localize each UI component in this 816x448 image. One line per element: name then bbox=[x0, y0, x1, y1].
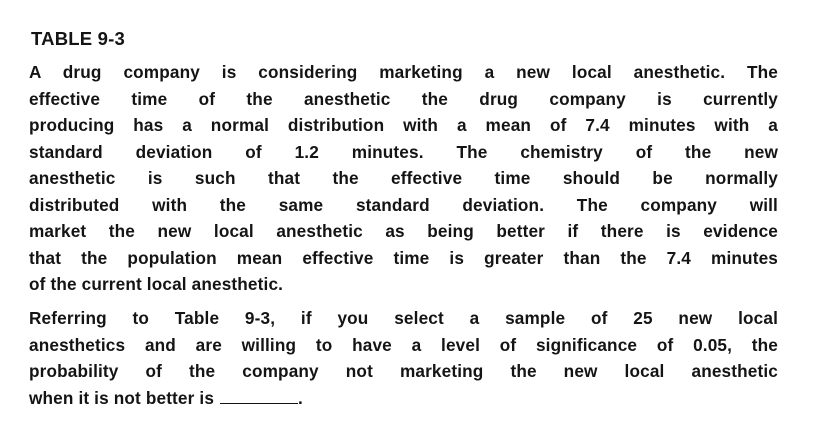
scenario-line: effective time of the anesthetic the drug company is currently bbox=[29, 88, 778, 109]
scenario-line: producing has a normal distribution with a mean of 7.4 minutes with a bbox=[29, 115, 778, 135]
question-line: anesthetics and are willing to have a level of significance of 0.05, the bbox=[29, 334, 778, 355]
question-end-punctuation: . bbox=[298, 387, 303, 408]
question-line: probability of the company not marketing the new local anesthetic bbox=[29, 361, 778, 381]
question-line-text: when it is not better is bbox=[29, 387, 215, 408]
scenario-line: market the new local anesthetic as being better if there is evidence bbox=[29, 221, 778, 241]
answer-blank bbox=[220, 391, 298, 404]
scenario-line: distributed with the same standard deviation. The company will bbox=[29, 194, 778, 215]
question-paragraph bbox=[29, 305, 778, 411]
question-line: Referring to Table 9-3, if you select a sample of 25 new local bbox=[29, 308, 778, 328]
scenario-line: of the current local anesthetic. bbox=[29, 274, 284, 294]
question-line-final bbox=[29, 385, 778, 412]
scenario-line: standard deviation of 1.2 minutes. The chemistry of the new bbox=[29, 141, 778, 162]
scenario-line: that the population mean effective time is greater than the 7.4 minutes bbox=[29, 247, 778, 268]
scenario-line: anesthetic is such that the effective time should be normally bbox=[29, 168, 778, 188]
table-heading: TABLE 9-3 bbox=[31, 28, 125, 49]
scenario-paragraph bbox=[29, 59, 778, 298]
scenario-line: A drug company is considering marketing a new local anesthetic. The bbox=[29, 62, 778, 82]
